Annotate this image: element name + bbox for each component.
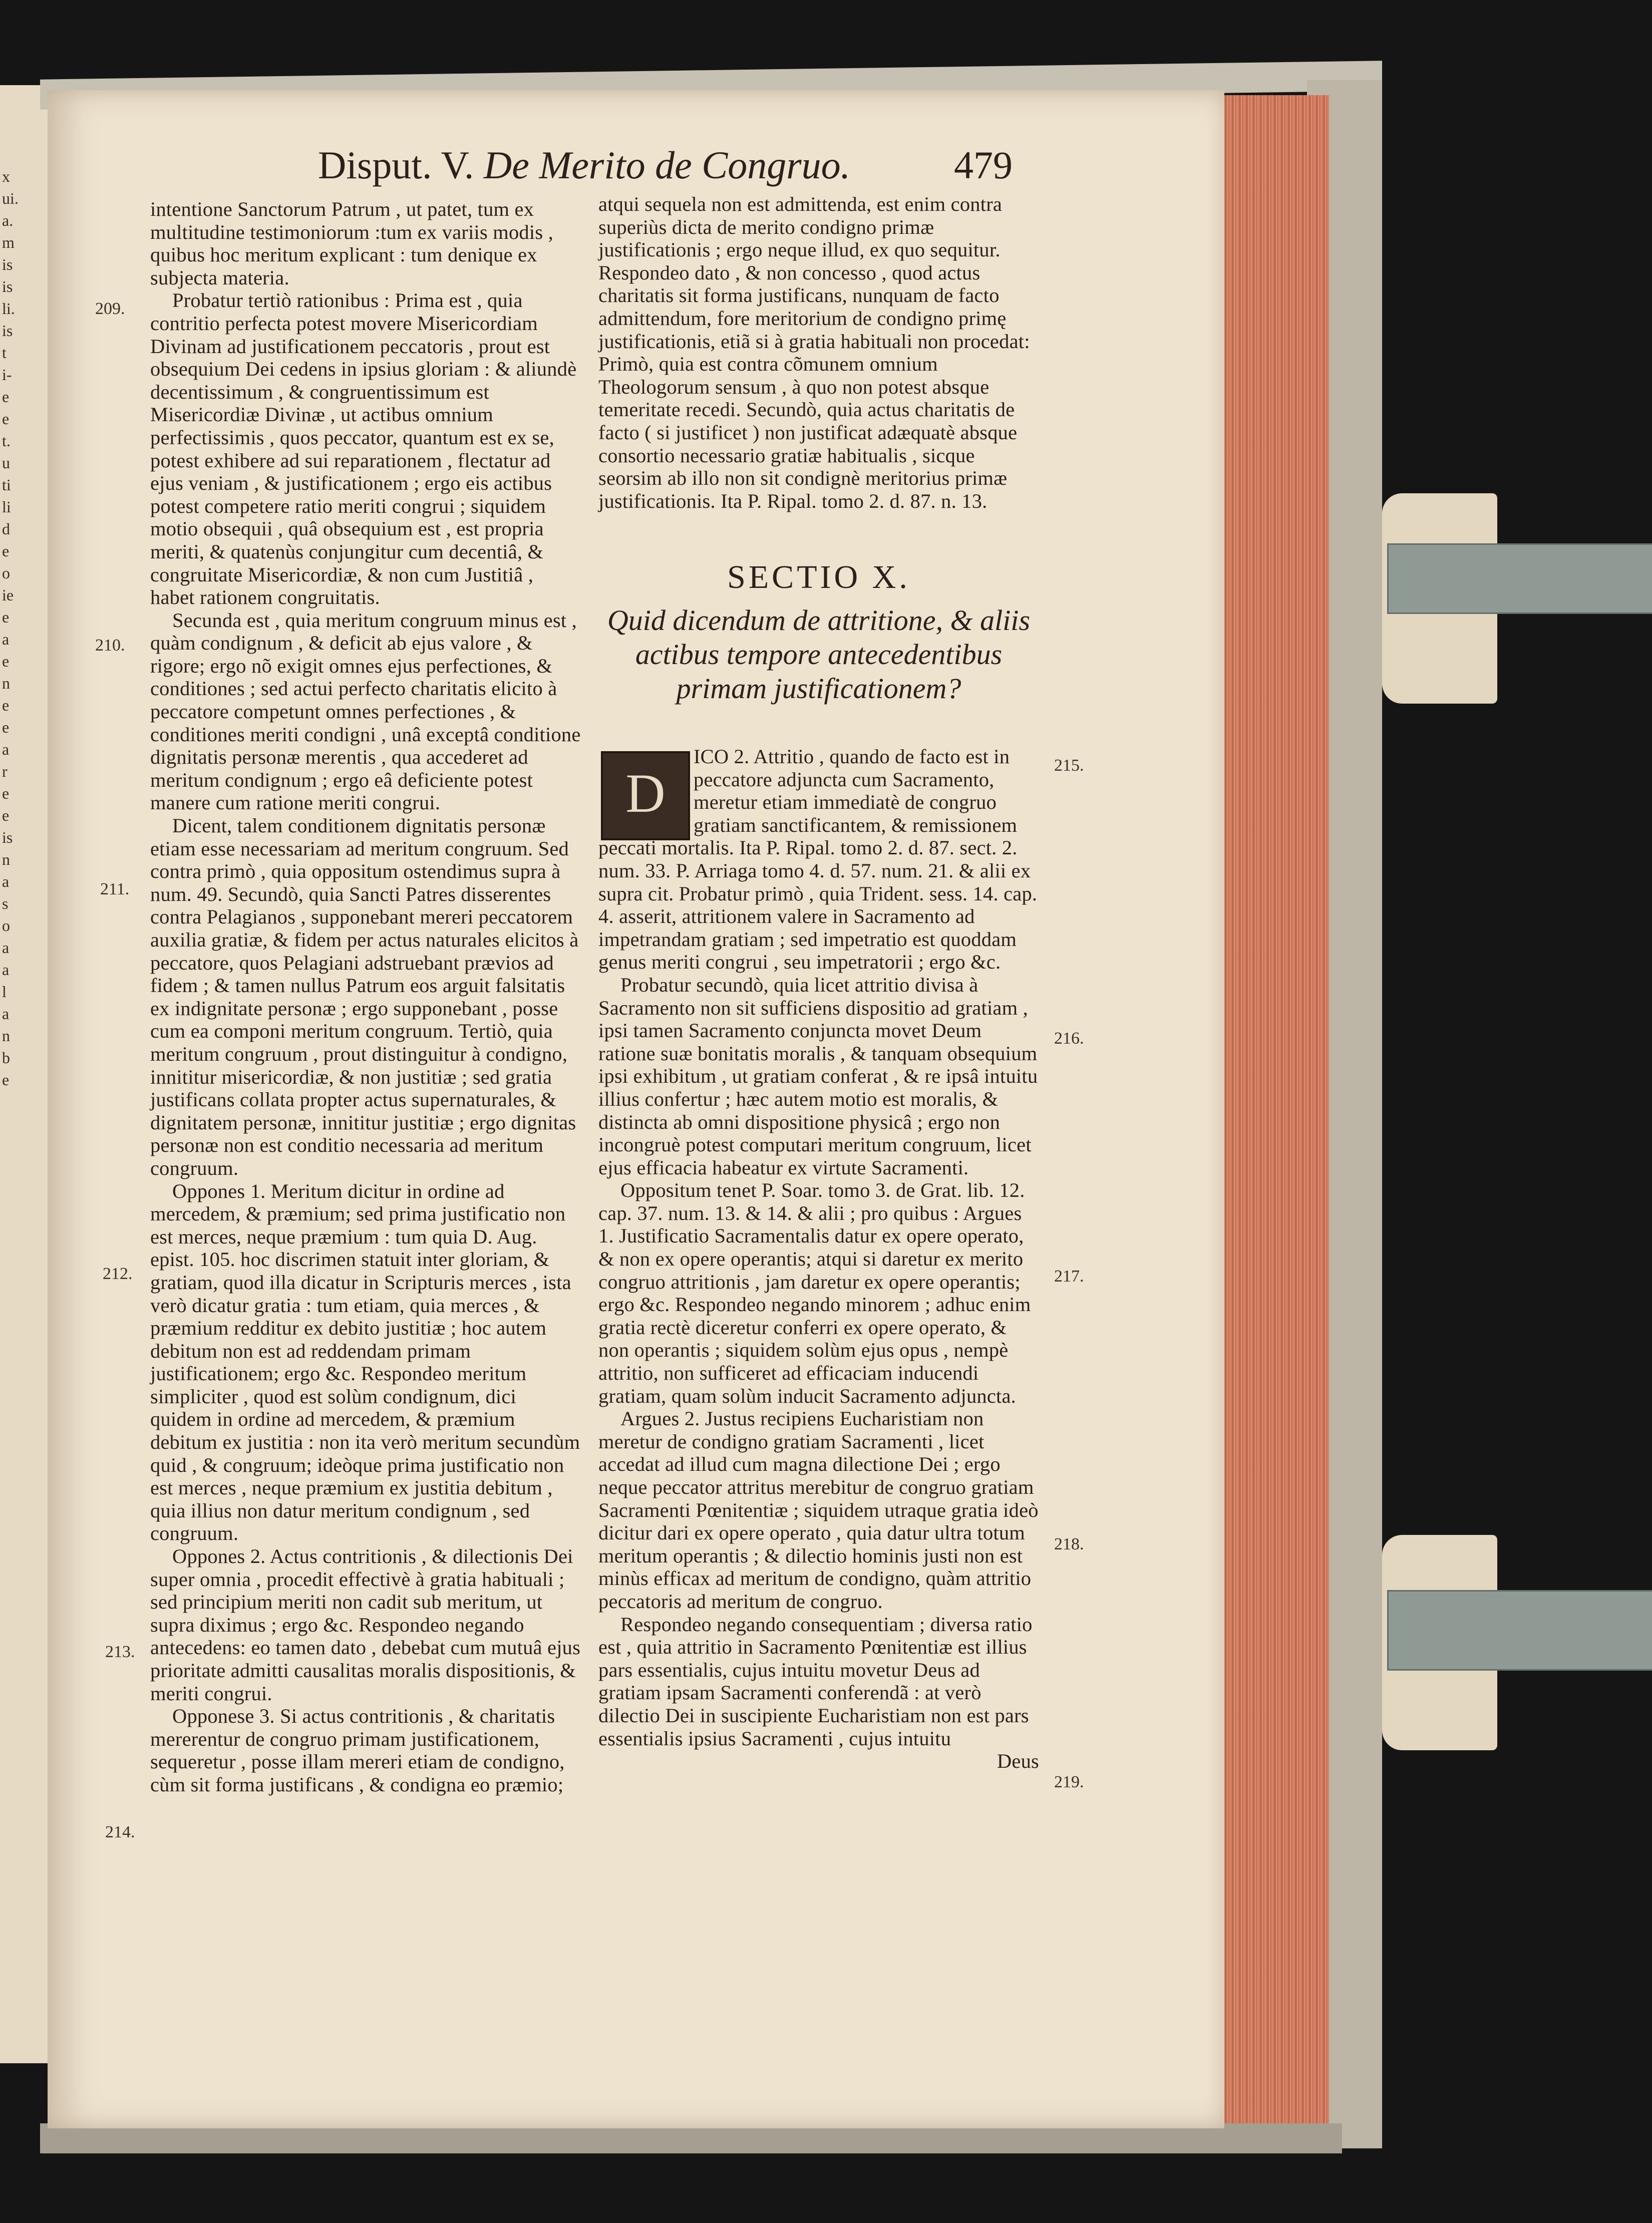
margin-number: 213. <box>105 1643 135 1661</box>
margin-number: 214. <box>105 1823 135 1841</box>
paragraph: Argues 2. Justus recipiens Eucharistiam non meretur de condigno gratiam Sacramenti , licet accedat ad illud cum magna dilectione Dei ; ergo neque peccator attritus merebitur de congruo gratiam Sacramenti Pœnitentiæ ; siquidem utraque gratia ideò dicitur dari ex opere operato , quia datur ultra totum meritum operantis ; & dilectio hominis justi non est minùs efficax ad meritum de condigno, quàm attritio peccatoris ad meritum de congruo. <box>598 1407 1039 1613</box>
lower-clasp-strap <box>1387 1590 1652 1671</box>
left-page-fragment: r <box>2 762 8 780</box>
left-page-fragment: is <box>2 322 13 340</box>
left-page-fragments <box>2 165 32 2018</box>
left-page-fragment: li <box>2 498 11 516</box>
left-page-fragment: t <box>2 344 7 362</box>
left-page-fragment: a <box>2 630 10 648</box>
left-page-fragment: e <box>2 806 10 824</box>
paragraph: Oppositum tenet P. Soar. tomo 3. de Grat. lib. 12. cap. 37. num. 13. & 14. & alii ; pro quibus : Argues 1. Justificatio Sacramentalis datur ex opere operato, & non ex opere operantis; atqui si daretur ex merito congruo attritionis , jam daretur ex opere operantis; ergo &c. Respondeo negando minorem ; adhuc enim gratia rectè diceretur conferri ex opere operato, & non operantis ; siquidem solùm ejus opus , nempè attritio, non sufficeret ad efficaciam inducendi gratiam, quam solùm inducit Sacramento adjuncta. <box>598 1179 1031 1407</box>
section-label: SECTIO X. <box>727 559 910 595</box>
paragraph: Opponese 3. Si actus contritionis , & charitatis mererentur de congruo primam justificationem, sequeretur , posse illam mereri etiam de condigno, cùm sit forma justificans , & condigna eo præmio; <box>150 1705 565 1796</box>
left-page-fragment: is <box>2 277 13 295</box>
right-column <box>598 745 1039 1773</box>
left-page-fragment: a. <box>2 211 14 229</box>
left-page-fragment: e <box>2 410 10 428</box>
left-page-fragment: x <box>2 167 10 185</box>
catchword: Deus <box>997 1750 1039 1773</box>
page-edges <box>1212 95 1329 2133</box>
paragraph: Secunda est , quia meritum congruum minus est , quàm condignum , & deficit ab ejus valore , & rigore; ergo nõ exigit omnes ejus perfectiones, & conditiones ; sed actui perfecto charitatis elicito à peccatore competunt omnes perfectiones , & conditiones meriti condigni , unâ exceptâ conditione dignitatis personæ merentis , qua accederet ad meritum condignum ; ergo eâ deficiente potest manere cum ratione meriti congrui. <box>150 608 581 814</box>
left-page-fragment: a <box>2 961 10 979</box>
running-title: De Merito de Congruo. <box>483 143 851 187</box>
margin-number: 212. <box>103 1264 133 1283</box>
left-page-fragment: e <box>2 1071 10 1089</box>
left-page-fragment: e <box>2 652 10 670</box>
margin-number: 217. <box>1054 1267 1084 1286</box>
left-page-fragment: e <box>2 542 10 560</box>
left-page-fragment: d <box>2 520 10 538</box>
paragraph: ICO 2. Attritio , quando de facto est in peccatore adjuncta cum Sacramento, meretur etiam immediatè de congruo gratiam sanctificantem, & remissionem peccati mortalis. Ita P. Ripal. tomo 2. d. 87. sect. 2. num. 33. P. Arriaga tomo 4. d. 57. num. 21. & alii ex supra cit. Probatur primò , quia Trident. sess. 14. cap. 4. asserit, attritionem valere in Sacramento ad impetrandam gratiam ; sed impetratio est quoddam genus meriti congrui , seu impetratorii ; ergo &c. <box>598 745 1038 974</box>
left-page-fragment: i- <box>2 366 12 384</box>
left-page-fragment: s <box>2 894 9 912</box>
margin-number: 219. <box>1054 1773 1084 1791</box>
left-page-fragment: e <box>2 608 10 626</box>
left-page-fragment: l <box>2 983 7 1001</box>
left-page-fragment: n <box>2 1027 10 1045</box>
paragraph: Oppones 2. Actus contritionis , & dilectionis Dei super omnia , procedit effectivè à gratia habituali ; sed principium meriti non cadit sub meritum, ut supra diximus ; ergo &c. Respondeo negando antecedens: eo tamen dato , debebat cum mutuâ ejus prioritate admitti causalitas moralis dispositionis, & meriti congrui. <box>150 1545 581 1705</box>
margin-number: 216. <box>1054 1029 1084 1048</box>
left-page-fragment: e <box>2 696 10 714</box>
left-page-fragment: e <box>2 718 10 736</box>
running-head <box>318 143 850 188</box>
left-page-fragment: ui. <box>2 189 19 207</box>
margin-number: 210. <box>95 636 125 655</box>
left-page-fragment: a <box>2 1005 10 1023</box>
left-page-fragment: a <box>2 872 10 890</box>
margin-number: 218. <box>1054 1535 1084 1553</box>
left-page-fragment: is <box>2 255 13 273</box>
left-page-fragment: t. <box>2 432 11 450</box>
paragraph: atqui sequela non est admittenda, est enim contra superiùs dicta de merito condigno primæ justificationis ; ergo neque illud, ex quo sequitur. Respondeo dato , & non concesso , quod actus charitatis sit forma justificans, nunquam de facto admittendum, fore meritorium de condigno primę justificationis, etiã si à gratia habituali non procedat: Primò, quia est contra cõmunem omnium Theologorum sensum , à quo non potest absque temeritate recedi. Secundò, quia actus charitatis de facto ( si justificet ) non justificat adæquatè absque consortio necessario gratiæ habitualis , sicque seorsim ab illo non sit condignè meritorius primæ justificationis. Ita P. Ripal. tomo 2. d. 87. n. 13. <box>598 193 1030 512</box>
left-page-fragment: ti <box>2 476 11 494</box>
margin-number: 209. <box>95 299 125 318</box>
upper-clasp-strap <box>1387 543 1652 614</box>
left-page-fragment: e <box>2 784 10 802</box>
left-page-fragment: n <box>2 674 10 692</box>
left-page-fragment: ie <box>2 586 14 604</box>
left-page-fragment: b <box>2 1049 10 1067</box>
left-page-fragment: o <box>2 564 10 582</box>
paragraph: Dicent, talem conditionem dignitatis personæ etiam esse necessariam ad meritum congruum. Sed contra primò , quia oppositum ostendimus supra à num. 49. Secundò, quia Sancti Patres disserentes contra Pelagianos , supponebant mereri peccatorem auxilia gratiæ, & fidem per actus naturales elicitos à peccatore, quos Pelagiani adstruebant prævios ad fidem ; & tamen nullus Patrum eos arguit falsitatis ex indignitate personæ ; ergo supponebant , posse cum ea componi meritum congruum. Tertiò, quia meritum congruum , prout distinguitur à condigno, innititur misericordiæ, & non justitiæ ; sed gratia justificans collata propter actus supernaturales, & dignitatem personæ, innititur justitiæ ; ergo dignitas personæ non est conditio necessaria ad meritum congruum. <box>150 814 579 1179</box>
left-page-fragment: m <box>2 233 15 251</box>
left-column <box>150 198 581 1796</box>
paragraph: Probatur secundò, quia licet attritio divisa à Sacramento non sit sufficiens dispositio ad gratiam , ipsi tamen Sacramento conjuncta movet Deum ratione suæ bonitatis moralis , & tanquam obsequium ipsi exhibitum , ut gratiam conferat , & re ipsâ intuitu illius confertur ; hæc autem motio est moralis, & distincta ab omni dispositione physicâ ; ergo non incongruè potest computari meritum congruum, licet ejus efficacia habeatur ex virtute Sacramenti. <box>598 973 1038 1179</box>
margin-number: 211. <box>100 880 130 898</box>
page-number: 479 <box>954 143 1013 187</box>
disput-label: Disput. V. <box>318 143 474 187</box>
left-page-fragment: li. <box>2 299 15 317</box>
drop-initial: D <box>601 751 690 840</box>
left-page-fragment: is <box>2 828 13 846</box>
left-page-fragment: o <box>2 916 10 934</box>
paragraph: intentione Sanctorum Patrum , ut patet, tum ex multitudine testimoniorum :tum ex variis modis , quibus hoc meritum explicant : tum denique ex subjecta materia. <box>150 198 553 289</box>
right-column-top <box>598 193 1039 512</box>
margin-number: 215. <box>1054 756 1084 775</box>
left-page-fragment: e <box>2 388 10 406</box>
left-page-fragment: n <box>2 850 10 868</box>
left-page-fragment: a <box>2 740 10 758</box>
paragraph: Respondeo negando consequentiam ; diversa ratio est , quia attritio in Sacramento Pœnitentiæ est illius pars essentialis, cujus intuitu movetur Deus ad gratiam ipsam Sacramenti conferendã : at verò dilectio Dei in suscipiente Eucharistiam non est pars essentialis ipsius Sacramenti , cujus intuitu <box>598 1613 1033 1750</box>
paragraph: Oppones 1. Meritum dicitur in ordine ad mercedem, & præmium; sed prima justificatio non est merces, neque præmium : tum quia D. Aug. epist. 105. hoc discrimen statuit inter gloriam, & gratiam, quod illa dicatur in Scripturis merces , ista verò dicatur gratia : tum etiam, quia merces , & præmium redditur ex debito justitiæ ; hoc autem debitum non est ad reddendam primam justificationem; ergo &c. Respondeo meritum simpliciter , quod est solùm condignum, dici quidem in ordine ad mercedem, & præmium debitum ex justitia : non ita verò meritum secundùm quid , & congruum; ideòque prima justificatio non est merces , neque præmium ex justitia debitum , quia illius non datur meritum condignum , sed congruum. <box>150 1179 580 1545</box>
initial-spacer <box>598 745 694 835</box>
paragraph: Probatur tertiò rationibus : Prima est , quia contritio perfecta potest movere Misericordiam Divinam ad justificationem peccatoris , prout est obsequium Dei cedens in ipsius gloriam : & aliundè decentissimum , & congruentissimum est Misericordiæ Divinæ , ut actibus omnium perfectissimis , quos peccator, quantum est ex se, potest exhibere ad sui reparationem , flectatur ad ejus veniam , & justificationem ; ergo eis actibus potest competere ratio meriti congrui ; siquidem motio obsequii , quâ obsequium est , est propria meriti, & quatenùs conjungitur cum decentiâ, & congruitate Misericordiæ, & non cum Justitiâ , habet rationem congruitatis. <box>150 289 577 609</box>
left-page-fragment: a <box>2 938 10 957</box>
section-question: Quid dicendum de attritione, & aliis actibus tempore antecedentibus primam justificationem? <box>607 604 1031 705</box>
left-page-fragment: u <box>2 454 10 472</box>
